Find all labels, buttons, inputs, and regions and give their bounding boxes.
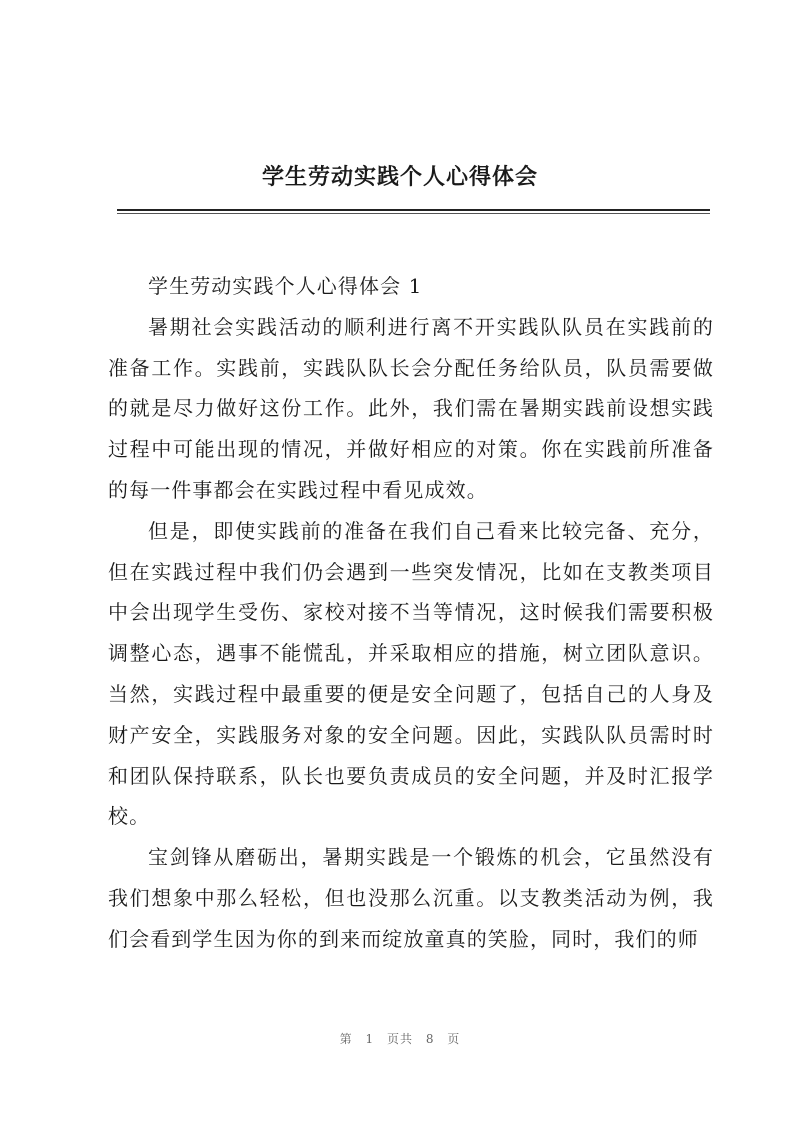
footer-middle: 页共 bbox=[386, 1032, 413, 1046]
document-title: 学生劳动实践个人心得体会 bbox=[261, 165, 538, 190]
document-body bbox=[108, 266, 714, 960]
footer-suffix: 页 bbox=[447, 1032, 461, 1046]
footer-prefix: 第 bbox=[339, 1032, 353, 1046]
paragraph: 但是，即使实践前的准备在我们自己看来比较完备、充分，但在实践过程中我们仍会遇到一些突发情况，比如在支教类项目中会出现学生受伤、家校对接不当等情况，这时候我们需要积极调整心态，遇事不能慌乱，并采取相应的措施，树立团队意识。当然，实践过程中最重要的便是安全问题了，包括自己的人身及财产安全，实践服务对象的安全问题。因此，实践队队员需时时和团队保持联系，队长也要负责成员的安全问题，并及时汇报学校。 bbox=[108, 518, 714, 829]
section-heading: 学生劳动实践个人心得体会 1 bbox=[148, 274, 423, 298]
paragraph: 暑期社会实践活动的顺利进行离不开实践队队员在实践前的准备工作。实践前，实践队队长会分配任务给队员，队员需要做的就是尽力做好这份工作。此外，我们需在暑期实践前设想实践过程中可能出现的情况，并做好相应的对策。你在实践前所准备的每一件事都会在实践过程中看见成效。 bbox=[108, 314, 714, 502]
title-divider bbox=[117, 209, 710, 211]
footer-current-page: 1 bbox=[365, 1032, 375, 1046]
footer-total-pages: 8 bbox=[425, 1032, 435, 1046]
paragraph: 宝剑锋从磨砺出，暑期实践是一个锻炼的机会，它虽然没有我们想象中那么轻松，但也没那么沉重。以支教类活动为例，我们会看到学生因为你的到来而绽放童真的笑脸，同时，我们的师 bbox=[108, 845, 714, 951]
page-footer bbox=[0, 1030, 800, 1047]
title-divider-thin bbox=[117, 213, 710, 214]
